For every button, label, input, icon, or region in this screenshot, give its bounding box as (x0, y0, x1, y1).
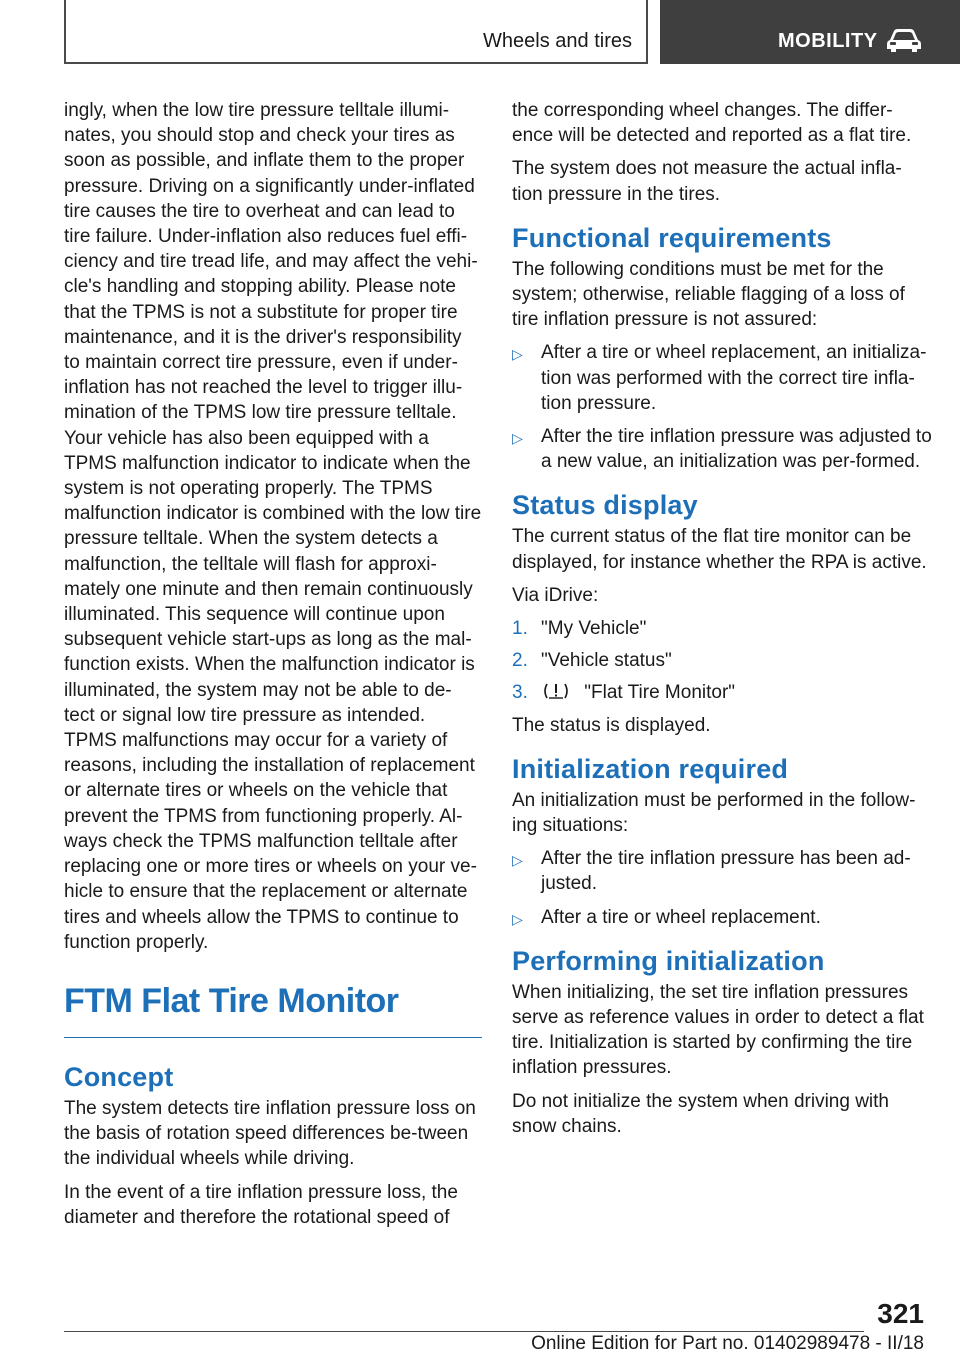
intro-paragraph: ingly, when the low tire pressure telltale illumi-nates, you should stop and check your tires as soon as possible, and inflate them to the proper pressure. Driving on a significantly under-inflated tire causes the tire to overheat and can lead to tire failure. Under-inflation also reduces fuel effi-ciency and tire tread life, and may affect the vehi-cle's handling and stopping ability. Please note that the TPMS is not a substitute for proper tire maintenance, and it is the driver's responsibility to maintain correct tire pressure, even if under-inflation has not reached the level to trigger illu-mination of the TPMS low tire pressure telltale. Your vehicle has also been equipped with a TPMS malfunction indicator to indicate when the system is not operating properly. The TPMS malfunction indicator is combined with the low tire pressure telltale. When the system detects a malfunction, the telltale will flash for approxi-mately one minute and then remain continuously illuminated. This sequence will continue upon subsequent vehicle start-ups as long as the mal-function exists. When the malfunction indicator is illuminated, the system may not be able to de-tect or signal low tire pressure as intended. TPMS malfunctions may occur for a variety of reasons, including the installation of replacement or alternate tires or wheels on the vehicle that prevent the TPMS from functioning properly. Al-ways check the TPMS malfunction telltale after replacing one or more tires or wheels on your ve-hicle to ensure that the replacement or alternate tires and wheels allow the TPMS to continue to function properly. (64, 100, 482, 953)
header-section-tab (64, 0, 648, 64)
list-item: ▷ After the tire inflation pressure was adjusted to a new value, an initialization was per-formed. (512, 426, 932, 473)
step-text: "My Vehicle" (541, 618, 647, 640)
right-column (512, 98, 932, 1147)
step-text: "Vehicle status" (541, 650, 672, 672)
status-display-heading: Status display (512, 490, 698, 521)
functional-requirements-heading: Functional requirements (512, 222, 832, 253)
concept-paragraph-2: In the event of a tire inflation pressure loss, the diameter and therefore the rotational speed of (64, 1181, 458, 1228)
performing-paragraph-1: When initializing, the set tire inflation pressures serve as reference values in order to detect a flat tire. Initialization is started by confirming the tire inflation pressures. (512, 981, 924, 1079)
concept-heading: Concept (64, 1061, 174, 1092)
performing-initialization-heading: Performing initialization (512, 945, 825, 976)
idrive-steps (512, 616, 932, 706)
functional-requirements-list (512, 340, 932, 474)
main-heading: FTM Flat Tire Monitor (64, 981, 482, 1038)
functional-intro: The following conditions must be met for the system; otherwise, reliable flagging of a loss of tire inflation pressure is not assured: (512, 258, 905, 331)
performing-paragraph-2: Do not initialize the system when driving with snow chains. (512, 1090, 890, 1137)
init-required-intro: An initialization must be performed in the follow-ing situations: (512, 789, 916, 837)
step-item (512, 616, 932, 641)
footer-divider (64, 1331, 864, 1332)
left-column (64, 98, 482, 1238)
continued-paragraph-2: The system does not measure the actual infla-tion pressure in the tires. (512, 158, 902, 205)
status-result: The status is displayed. (512, 714, 711, 736)
via-idrive: Via iDrive: (512, 584, 599, 606)
triangle-bullet-icon: ▷ (512, 430, 523, 447)
list-item: ▷ After a tire or wheel replacement. (512, 905, 932, 930)
step-number: 2. (512, 650, 528, 672)
step-text: "Flat Tire Monitor" (584, 682, 736, 704)
tire-warning-icon (541, 681, 571, 701)
initialization-required-heading: Initialization required (512, 753, 789, 784)
status-intro: The current status of the flat tire monitor can be displayed, for instance whether the RPA is active. (512, 526, 927, 573)
init-required-list (512, 846, 932, 930)
car-icon (884, 26, 924, 54)
header-category-tab (660, 0, 960, 64)
edition-text: Online Edition for Part no. 01402989478 - II/18 (531, 1333, 924, 1354)
step-number: 3. (512, 682, 528, 704)
continued-paragraph-1: the corresponding wheel changes. The differ-ence will be detected and reported as a flat tire. (512, 100, 912, 147)
step-item (512, 648, 932, 673)
triangle-bullet-icon: ▷ (512, 910, 523, 927)
concept-paragraph-1: The system detects tire inflation pressure loss on the basis of rotation speed differences be-tween the individual wheels while driving. (64, 1097, 476, 1170)
step-number: 1. (512, 618, 528, 640)
category-label: MOBILITY (778, 30, 878, 52)
page-number: 321 (877, 1298, 924, 1329)
list-item: ▷ After a tire or wheel replacement, an initializa-tion was performed with the correct tire infla-tion pressure. (512, 342, 927, 414)
list-item: ▷ After the tire inflation pressure has been ad-justed. (512, 848, 911, 895)
triangle-bullet-icon: ▷ (512, 346, 523, 363)
section-title: Wheels and tires (483, 30, 632, 52)
triangle-bullet-icon: ▷ (512, 852, 523, 869)
step-item (512, 680, 932, 705)
